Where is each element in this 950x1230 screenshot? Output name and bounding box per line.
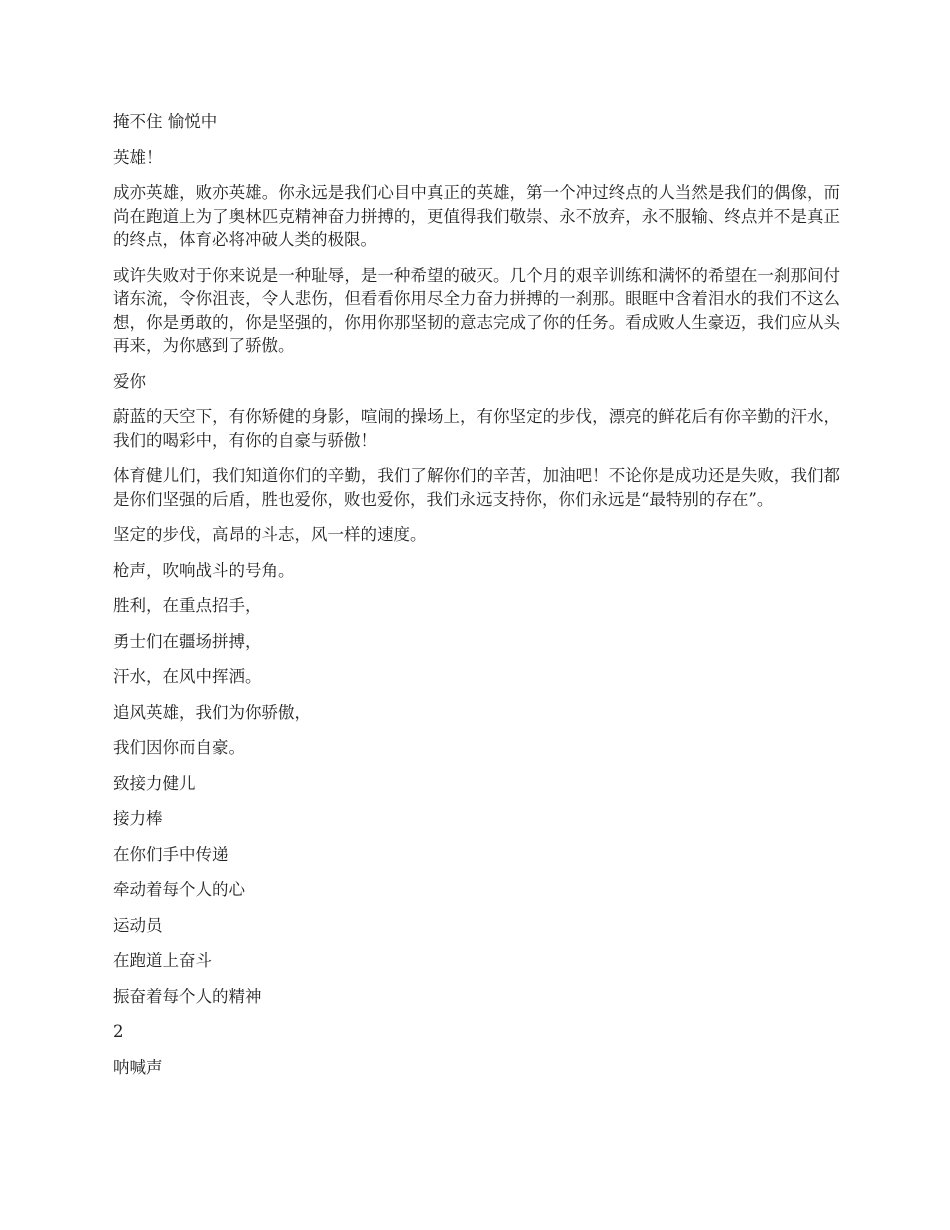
poem-line: 勇士们在疆场拼搏， [113,631,262,651]
poem-line: 振奋着每个人的精神 [113,986,262,1006]
heading-love-you: 爱你 [113,371,146,391]
paragraph-blue-sky: 蔚蓝的天空下，有你矫健的身影，喧闹的操场上，有你坚定的步伐，漂亮的鲜花后有你辛勤的汗水，我们的喝彩中，有你的自豪与骄傲！ [113,407,840,450]
document-body [113,110,840,1091]
poem-line: 坚定的步伐，高昂的斗志，风一样的速度。 [113,525,427,544]
heading-hero: 英雄！ [113,147,163,167]
poem-line: 胜利，在重点招手， [113,596,262,615]
section-number: 2 [113,1022,124,1041]
poem-line: 牵动着每个人的心 [113,880,245,899]
paragraph-hero-praise: 成亦英雄，败亦英雄。你永远是我们心目中真正的英雄，第一个冲过终点的人当然是我们的偶像，而尚在跑道上为了奥林匹克精神奋力拼搏的，更值得我们敬崇、永不放弃，永不服输、终点并不是真正的终点，体育必将冲破人类的极限。 [113,183,840,249]
paragraph-failure: 或许失败对于你来说是一种耻辱，是一种希望的破灭。几个月的艰辛训练和满怀的希望在一刹那间付诸东流，令你沮丧，令人悲伤，但看看你用尽全力奋力拼搏的一刹那。眼眶中含着泪水的我们不这么想，你是勇敢的，你是坚强的，你用你那坚韧的意志完成了你的任务。看成败人生豪迈，我们应从头再来，为你感到了骄傲。 [113,265,840,355]
line-partial-heading: 掩不住 愉悦中 [113,112,218,131]
poem-line: 在跑道上奋斗 [113,951,212,970]
poem-line: 呐喊声 [113,1057,163,1077]
heading-relay: 致接力健儿 [113,773,196,793]
poem-line: 我们因你而自豪。 [113,738,245,757]
poem-line: 运动员 [113,915,163,935]
paragraph-athletes: 体育健儿们，我们知道你们的辛勤，我们了解你们的辛苦，加油吧！不论你是成功还是失败，我们都是你们坚强的后盾，胜也爱你，败也爱你，我们永远支持你，你们永远是“最特别的存在”。 [113,466,840,509]
poem-line: 枪声，吹响战斗的号角。 [113,560,295,580]
poem-line: 追风英雄，我们为你骄傲， [113,702,311,722]
poem-line: 在你们手中传递 [113,844,229,864]
poem-line: 接力棒 [113,809,163,828]
poem-line: 汗水，在风中挥洒。 [113,667,262,686]
